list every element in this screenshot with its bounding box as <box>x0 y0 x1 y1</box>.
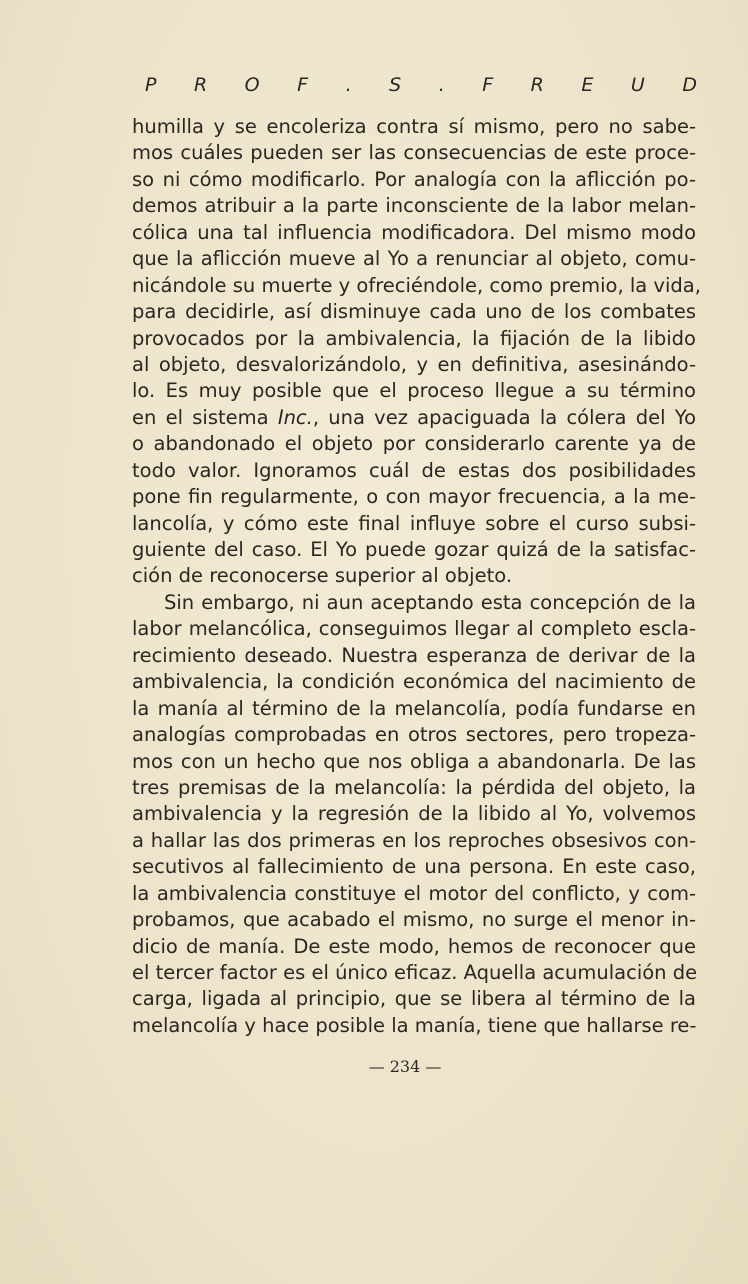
text-line: demos atribuir a la parte inconsciente de la labor melan- <box>132 194 696 218</box>
text-line: tres premisas de la melancolía: la pérdida del objeto, la <box>132 775 696 799</box>
text-line: dicio de manía. De este modo, hemos de reconocer que <box>132 934 696 958</box>
text-line: secutivos al fallecimiento de una persona. En este caso, <box>132 855 696 879</box>
text-line: que la aflicción mueve al Yo a renunciar al objeto, comu- <box>132 247 696 271</box>
running-head-letter: R <box>530 74 544 96</box>
text-line: provocados por la ambivalencia, la fijación de la libido <box>132 326 696 350</box>
body-text <box>132 114 701 1039</box>
running-head-letter: P <box>145 74 157 96</box>
text-line: probamos, que acabado el mismo, no surge el menor in- <box>132 908 696 932</box>
text-line: humilla y se encoleriza contra sí mismo, pero no sabe- <box>132 115 696 138</box>
page-number: — 234 — <box>368 1057 442 1076</box>
text-line: ambivalencia, la condición económica del nacimiento de <box>132 670 696 694</box>
running-head-letter: . <box>438 74 445 96</box>
text-line: pone fin regularmente, o con mayor frecuencia, a la me- <box>132 485 696 509</box>
text-line: la manía al término de la melancolía, podía fundarse en <box>132 696 696 720</box>
text-line: labor melancólica, conseguimos llegar al completo escla- <box>132 617 696 641</box>
text-line: carga, ligada al principio, que se libera al término de la <box>132 987 696 1011</box>
running-head-letter: R <box>193 74 208 96</box>
text-line: guiente del caso. El Yo puede gozar quizá de la satisfac- <box>132 538 696 561</box>
text-line: el tercer factor es el único eficaz. Aquella acumulación de <box>132 961 698 984</box>
text-line: a hallar las dos primeras en los reproches obsesivos con- <box>132 828 696 852</box>
text-line: ambivalencia y la regresión de la libido al Yo, volvemos <box>132 802 696 826</box>
text-line: la ambivalencia constituye el motor del conflicto, y com- <box>132 881 696 905</box>
running-head-letter: O <box>244 74 260 96</box>
text-line: mos con un hecho que nos obliga a abandonarla. De las <box>132 749 696 773</box>
running-head-letter: D <box>682 74 697 96</box>
running-head-letter: E <box>581 74 594 96</box>
text-line: lancolía, y cómo este final influye sobre el curso subsi- <box>132 511 696 535</box>
text-line: en el sistema Inc., una vez apaciguada la cólera del Yo <box>132 405 696 429</box>
running-head-letter: F <box>482 74 494 96</box>
text-line: recimiento deseado. Nuestra esperanza de derivar de la <box>132 643 696 667</box>
text-line: analogías comprobadas en otros sectores, pero tropeza- <box>132 723 696 747</box>
running-head-letter: F <box>297 74 309 96</box>
text-line: para decidirle, así disminuye cada uno de los combates <box>132 300 696 324</box>
text-line: ción de reconocerse superior al objeto. <box>132 564 513 588</box>
text-line: lo. Es muy posible que el proceso llegue a su término <box>132 379 696 403</box>
text-line: o abandonado el objeto por considerarlo carente ya de <box>132 432 696 456</box>
running-head <box>145 74 697 96</box>
text-line: melancolía y hace posible la manía, tiene que hallarse re- <box>132 1013 697 1037</box>
text-line: so ni cómo modificarlo. Por analogía con la aflicción po- <box>132 167 696 191</box>
running-head-letter: S <box>389 74 402 96</box>
running-head-letter: . <box>345 74 352 96</box>
running-head-letter: U <box>630 74 645 96</box>
text-line: nicándole su muerte y ofreciéndole, como premio, la vida, <box>132 273 701 297</box>
text-line: Sin embargo, ni aun aceptando esta concepción de la <box>164 590 696 614</box>
text-line: todo valor. Ignoramos cuál de estas dos posibilidades <box>132 458 696 482</box>
text-line: mos cuáles pueden ser las consecuencias de este proce- <box>132 141 696 165</box>
italic-term: Inc. <box>277 405 313 429</box>
text-line: al objeto, desvalorizándolo, y en definitiva, asesinándo- <box>132 352 696 376</box>
text-line: cólica una tal influencia modificadora. Del mismo modo <box>132 220 696 244</box>
